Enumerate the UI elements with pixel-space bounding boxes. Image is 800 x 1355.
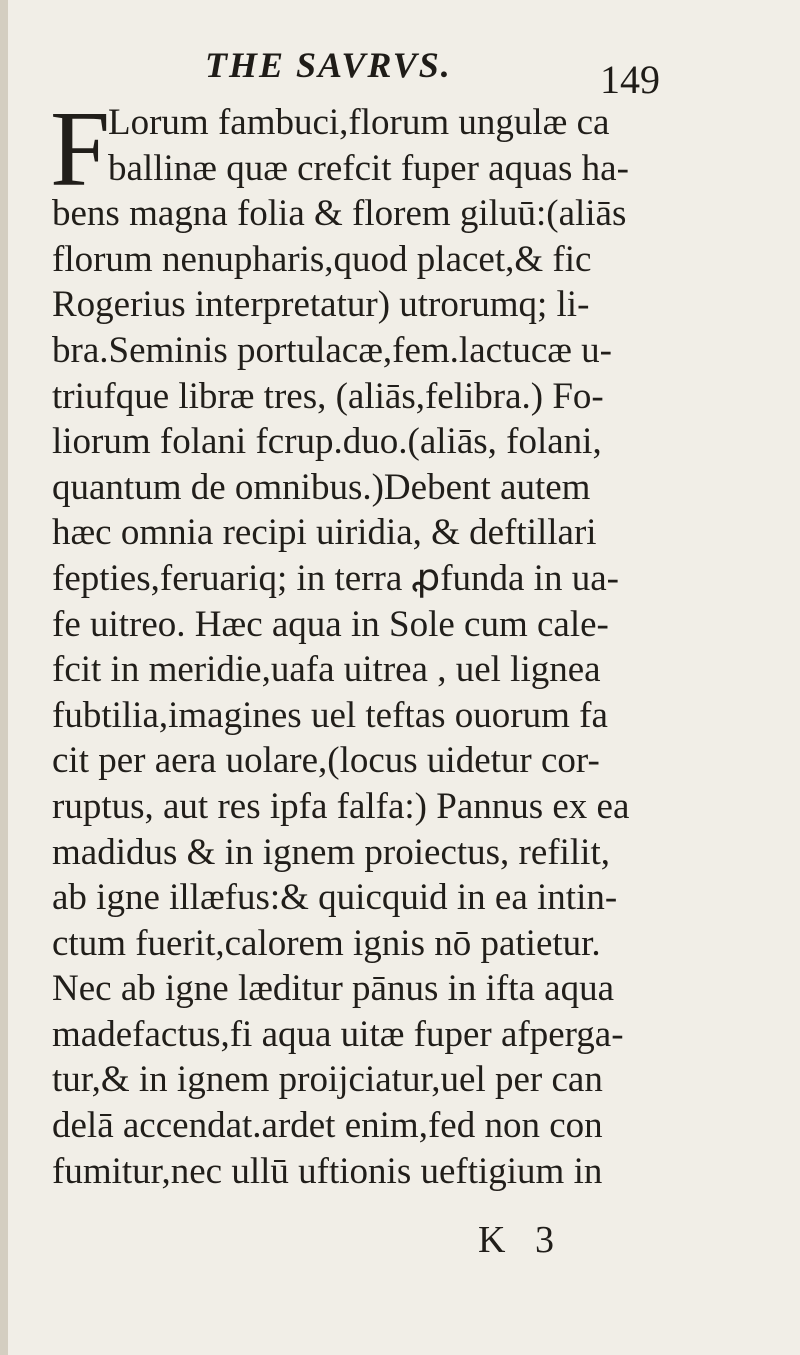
text-line: fepties,feruariq; in terra ꝓfunda in ua- — [52, 557, 619, 599]
text-line: Lorum fambuci,florum ungulæ ca — [108, 102, 610, 143]
text-line: ctum fuerit,calorem ignis nō patietur. — [52, 922, 601, 964]
text-line: Nec ab igne læditur pānus in ifta aqua — [52, 968, 615, 1010]
text-line: tur,& in ignem proijciatur,uel per can — [52, 1059, 603, 1101]
signature-mark: K 3 — [478, 1219, 564, 1261]
text-line: liorum folani fcrup.duo.(aliās, folani, — [52, 421, 602, 463]
text-line: fubtilia,imagines uel teftas ouorum fa — [52, 694, 608, 736]
text-line: triufque libræ tres, (aliās,felibra.) Fo- — [52, 375, 604, 417]
text-line: ballinæ quæ crefcit fuper aquas ha- — [108, 147, 629, 189]
text-line: madidus & in ignem proiectus, refilit, — [52, 831, 610, 873]
text-line: fcit in meridie,uafa uitrea , uel lignea — [52, 649, 601, 691]
text-line: Rogerius interpretatur) utrorumq; li- — [52, 284, 590, 326]
body-text — [50, 90, 672, 1194]
text-line: delā accendat.ardet enim,fed non con — [52, 1105, 603, 1147]
text-line: quantum de omnibus.)Debent autem — [52, 466, 591, 508]
text-line: fumitur,nec ullū uftionis ueftigium in — [52, 1150, 603, 1192]
text-line: ruptus, aut res ipfa falfa:) Pannus ex ea — [52, 785, 630, 827]
text-line: florum nenupharis,quod placet,& fic — [52, 238, 592, 280]
text-line: fe uitreo. Hæc aqua in Sole cum cale- — [52, 603, 609, 645]
text-line: cit per aera uolare,(locus uidetur cor- — [52, 740, 600, 782]
text-line: bra.Seminis portulacæ,fem.lactucæ u- — [52, 329, 612, 371]
running-head: THE SAVRVS. — [205, 45, 452, 85]
binding-gutter — [0, 0, 8, 1355]
text-line: bens magna folia & florem giluū:(aliās — [52, 193, 627, 235]
text-line: hæc omnia recipi uiridia, & deftillari — [52, 512, 597, 554]
page-number: 149 — [600, 57, 660, 102]
drop-cap-initial: F — [50, 90, 111, 209]
text-line: madefactus,fi aqua uitæ fuper afperga- — [52, 1013, 624, 1055]
text-line: ab igne illæfus:& quicquid in ea intin- — [52, 877, 618, 919]
